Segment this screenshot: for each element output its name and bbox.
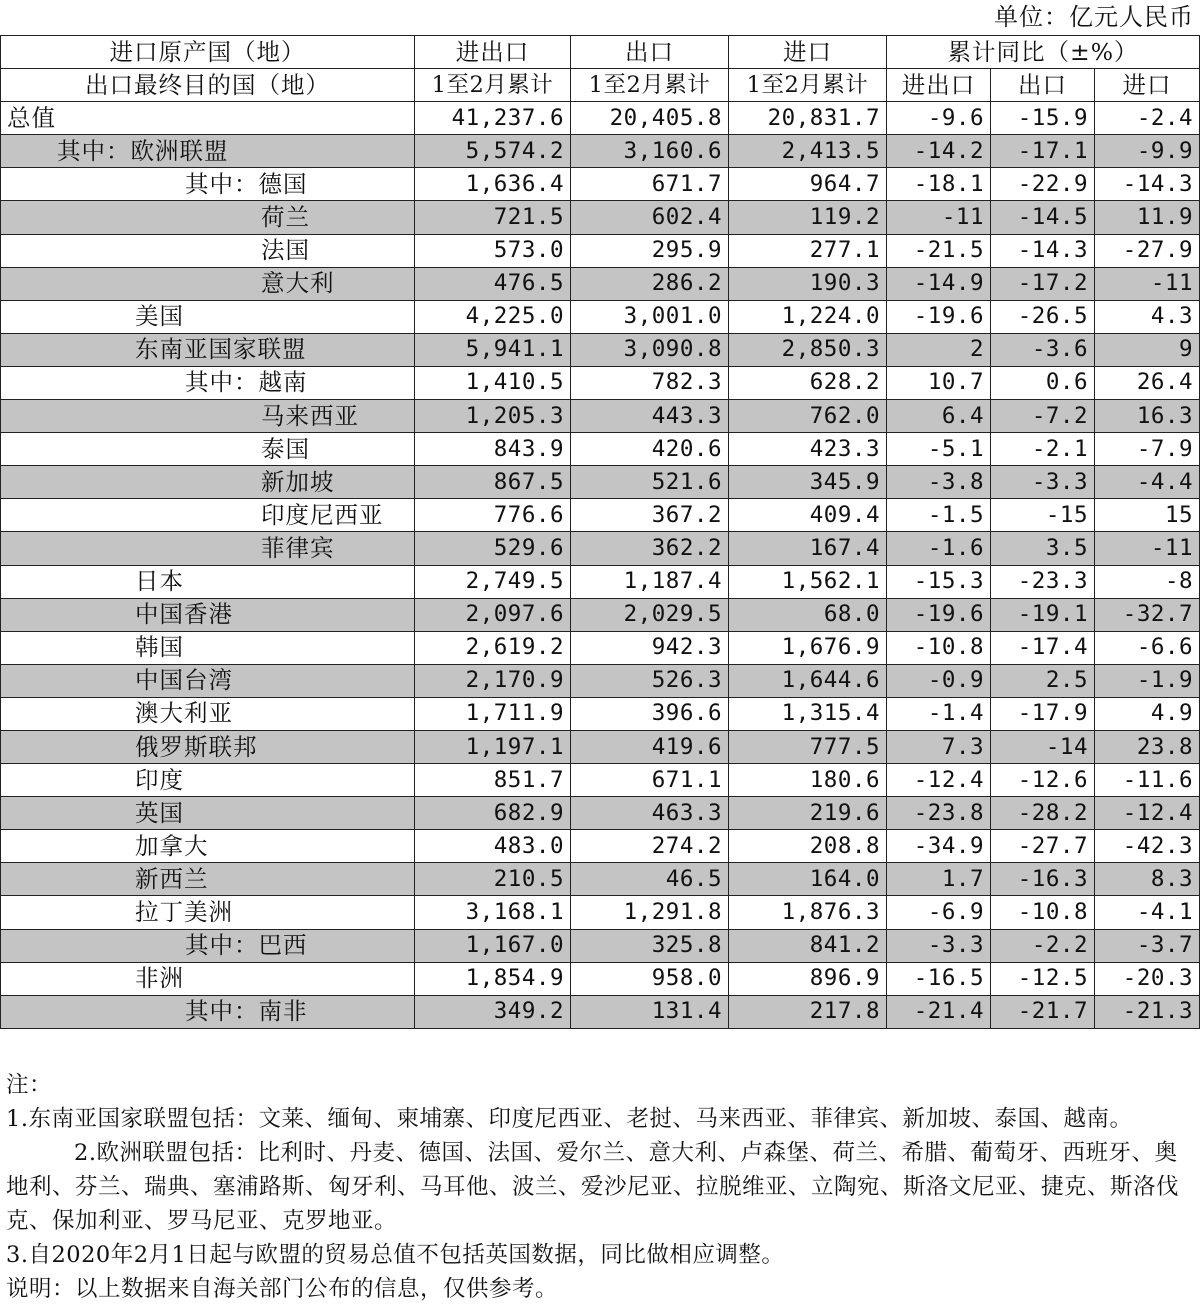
exports-cell: 396.6 — [571, 697, 729, 730]
table-row — [1, 631, 1200, 664]
exports-column-header: 出口 — [571, 36, 729, 69]
region-name-cell: 荷兰 — [1, 201, 415, 234]
exports-cell: 420.6 — [571, 433, 729, 466]
yoy-trade-total-cell: -1.5 — [887, 499, 991, 532]
yoy-exports-cell: -22.9 — [991, 168, 1095, 201]
yoy-imports-cell: 11.9 — [1095, 201, 1200, 234]
imports-cell: 217.8 — [729, 995, 887, 1028]
notes-section — [6, 1068, 1192, 1306]
yoy-imports-cell: 15 — [1095, 499, 1200, 532]
yoy-trade-total-cell: -21.4 — [887, 995, 991, 1028]
trade-total-cell: 1,711.9 — [415, 697, 571, 730]
table-row — [1, 366, 1200, 399]
trade-total-column-header: 进出口 — [415, 36, 571, 69]
imports-cell: 409.4 — [729, 499, 887, 532]
imports-cell: 1,562.1 — [729, 565, 887, 598]
exports-cell: 1,291.8 — [571, 896, 729, 929]
yoy-imports-cell: -11 — [1095, 532, 1200, 565]
yoy-exports-cell: -3.6 — [991, 333, 1095, 366]
trade-total-cell: 1,167.0 — [415, 929, 571, 962]
region-name-cell: 新加坡 — [1, 466, 415, 499]
imports-cell: 1,676.9 — [729, 631, 887, 664]
exports-cell: 3,001.0 — [571, 300, 729, 333]
yoy-trade-total-cell: -19.6 — [887, 300, 991, 333]
header-row-1 — [1, 36, 1200, 69]
table-row — [1, 300, 1200, 333]
yoy-trade-total-cell: -11 — [887, 201, 991, 234]
exports-cell: 782.3 — [571, 366, 729, 399]
yoy-imports-cell: -1.9 — [1095, 664, 1200, 697]
imports-cell: 628.2 — [729, 366, 887, 399]
yoy-exports-cell: -17.2 — [991, 267, 1095, 300]
trade-total-cell: 843.9 — [415, 433, 571, 466]
yoy-imports-cell: -12.4 — [1095, 797, 1200, 830]
yoy-imports-cell: -4.4 — [1095, 466, 1200, 499]
region-name-cell: 法国 — [1, 234, 415, 267]
yoy-imports-cell: -2.4 — [1095, 102, 1200, 135]
trade-total-cell: 5,941.1 — [415, 333, 571, 366]
exports-cell: 463.3 — [571, 797, 729, 830]
trade-total-cell: 851.7 — [415, 764, 571, 797]
yoy-imports-cell: 23.8 — [1095, 730, 1200, 763]
region-name-cell: 日本 — [1, 565, 415, 598]
yoy-trade-total-cell: -1.6 — [887, 532, 991, 565]
yoy-exports-cell: -7.2 — [991, 400, 1095, 433]
region-name-cell: 东南亚国家联盟 — [1, 333, 415, 366]
yoy-exports-cell: -23.3 — [991, 565, 1095, 598]
exports-cell: 46.5 — [571, 863, 729, 896]
imports-column-header: 进口 — [729, 36, 887, 69]
table-row — [1, 532, 1200, 565]
yoy-exports-cell: -3.3 — [991, 466, 1095, 499]
imports-cell: 841.2 — [729, 929, 887, 962]
region-name-cell: 其中：越南 — [1, 366, 415, 399]
yoy-trade-total-cell: 6.4 — [887, 400, 991, 433]
note-1: 1.东南亚国家联盟包括：文莱、缅甸、柬埔寨、印度尼西亚、老挝、马来西亚、菲律宾、新加坡、泰国、越南。 — [6, 1106, 1133, 1132]
yoy-trade-total-cell: -16.5 — [887, 962, 991, 995]
trade-total-cell: 41,237.6 — [415, 102, 571, 135]
region-name-cell: 印度尼西亚 — [1, 499, 415, 532]
trade-total-cell: 4,225.0 — [415, 300, 571, 333]
imports-cell: 20,831.7 — [729, 102, 887, 135]
trade-total-cell: 867.5 — [415, 466, 571, 499]
table-row — [1, 433, 1200, 466]
trade-total-cell: 2,619.2 — [415, 631, 571, 664]
imports-cell: 2,413.5 — [729, 135, 887, 168]
yoy-exports-cell: -17.1 — [991, 135, 1095, 168]
trade-total-cell: 2,097.6 — [415, 598, 571, 631]
table-row — [1, 863, 1200, 896]
region-name-cell: 马来西亚 — [1, 400, 415, 433]
yoy-trade-total-cell: -10.8 — [887, 631, 991, 664]
yoy-trade-total-cell: -34.9 — [887, 830, 991, 863]
yoy-imports-cell: -11 — [1095, 267, 1200, 300]
note-3: 3.自2020年2月1日起与欧盟的贸易总值不包括英国数据，同比做相应调整。 — [6, 1242, 785, 1268]
yoy-trade-total-cell: -5.1 — [887, 433, 991, 466]
trade-total-cell: 682.9 — [415, 797, 571, 830]
trade-total-cell: 1,205.3 — [415, 400, 571, 433]
yoy-imports-cell: -3.7 — [1095, 929, 1200, 962]
exports-cell: 367.2 — [571, 499, 729, 532]
table-row — [1, 830, 1200, 863]
trade-total-cell: 476.5 — [415, 267, 571, 300]
region-name-cell: 美国 — [1, 300, 415, 333]
yoy-trade-total-header: 进出口 — [887, 69, 991, 102]
header-row-2 — [1, 69, 1200, 102]
exports-cell: 958.0 — [571, 962, 729, 995]
table-row — [1, 797, 1200, 830]
region-name-cell: 泰国 — [1, 433, 415, 466]
imports-cell: 777.5 — [729, 730, 887, 763]
yoy-trade-total-cell: -6.9 — [887, 896, 991, 929]
imports-cell: 180.6 — [729, 764, 887, 797]
notes-title: 注： — [6, 1072, 53, 1098]
region-name-cell: 总值 — [1, 102, 415, 135]
exports-cell: 3,090.8 — [571, 333, 729, 366]
trade-total-cumulative-header: 1至2月累计 — [415, 69, 571, 102]
yoy-trade-total-cell: -21.5 — [887, 234, 991, 267]
yoy-imports-cell: 4.3 — [1095, 300, 1200, 333]
yoy-exports-cell: -2.2 — [991, 929, 1095, 962]
region-name-cell: 加拿大 — [1, 830, 415, 863]
trade-total-cell: 776.6 — [415, 499, 571, 532]
notes-block — [6, 1102, 1192, 1238]
imports-cell: 896.9 — [729, 962, 887, 995]
table-row — [1, 135, 1200, 168]
yoy-trade-total-cell: -9.6 — [887, 102, 991, 135]
yoy-imports-header: 进口 — [1095, 69, 1200, 102]
imports-cell: 219.6 — [729, 797, 887, 830]
exports-cell: 1,187.4 — [571, 565, 729, 598]
yoy-imports-cell: -7.9 — [1095, 433, 1200, 466]
imports-cumulative-header: 1至2月累计 — [729, 69, 887, 102]
yoy-exports-cell: 0.6 — [991, 366, 1095, 399]
region-name-cell: 其中：欧洲联盟 — [1, 135, 415, 168]
yoy-trade-total-cell: -3.3 — [887, 929, 991, 962]
imports-cell: 167.4 — [729, 532, 887, 565]
yoy-group-header: 累计同比（±%） — [887, 36, 1200, 69]
yoy-trade-total-cell: -0.9 — [887, 664, 991, 697]
exports-cell: 295.9 — [571, 234, 729, 267]
region-name-cell: 其中：德国 — [1, 168, 415, 201]
table-row — [1, 466, 1200, 499]
yoy-imports-cell: -6.6 — [1095, 631, 1200, 664]
yoy-imports-cell: 9 — [1095, 333, 1200, 366]
trade-total-cell: 5,574.2 — [415, 135, 571, 168]
exports-cell: 602.4 — [571, 201, 729, 234]
trade-total-cell: 1,410.5 — [415, 366, 571, 399]
table-row — [1, 201, 1200, 234]
imports-cell: 1,315.4 — [729, 697, 887, 730]
origin-column-header: 进口原产国（地） — [1, 36, 415, 69]
imports-cell: 1,224.0 — [729, 300, 887, 333]
table-row — [1, 168, 1200, 201]
yoy-trade-total-cell: -19.6 — [887, 598, 991, 631]
yoy-imports-cell: -11.6 — [1095, 764, 1200, 797]
trade-total-cell: 1,197.1 — [415, 730, 571, 763]
imports-cell: 119.2 — [729, 201, 887, 234]
exports-cell: 521.6 — [571, 466, 729, 499]
yoy-trade-total-cell: 2 — [887, 333, 991, 366]
table-row — [1, 234, 1200, 267]
yoy-exports-cell: -2.1 — [991, 433, 1095, 466]
imports-cell: 345.9 — [729, 466, 887, 499]
yoy-trade-total-cell: -23.8 — [887, 797, 991, 830]
trade-total-cell: 529.6 — [415, 532, 571, 565]
yoy-imports-cell: -21.3 — [1095, 995, 1200, 1028]
exports-cell: 3,160.6 — [571, 135, 729, 168]
region-name-cell: 印度 — [1, 764, 415, 797]
exports-cell: 325.8 — [571, 929, 729, 962]
exports-cell: 419.6 — [571, 730, 729, 763]
exports-cell: 20,405.8 — [571, 102, 729, 135]
yoy-trade-total-cell: -1.4 — [887, 697, 991, 730]
region-name-cell: 新西兰 — [1, 863, 415, 896]
region-name-cell: 俄罗斯联邦 — [1, 730, 415, 763]
exports-cell: 526.3 — [571, 664, 729, 697]
yoy-exports-header: 出口 — [991, 69, 1095, 102]
trade-table — [0, 35, 1200, 1029]
trade-total-cell: 349.2 — [415, 995, 571, 1028]
region-name-cell: 菲律宾 — [1, 532, 415, 565]
yoy-trade-total-cell: -12.4 — [887, 764, 991, 797]
yoy-imports-cell: -9.9 — [1095, 135, 1200, 168]
note-2: 2.欧洲联盟包括：比利时、丹麦、德国、法国、爱尔兰、意大利、卢森堡、荷兰、希腊、葡萄牙、西班牙、奥地利、芬兰、瑞典、塞浦路斯、匈牙利、马耳他、波兰、爱沙尼亚、拉脱维亚、立陶宛、斯洛文尼亚、捷克、斯洛伐克、保加利亚、罗马尼亚、克罗地亚。 — [6, 1140, 1180, 1234]
yoy-trade-total-cell: -18.1 — [887, 168, 991, 201]
exports-cell: 671.7 — [571, 168, 729, 201]
yoy-trade-total-cell: -15.3 — [887, 565, 991, 598]
yoy-exports-cell: -14.5 — [991, 201, 1095, 234]
imports-cell: 208.8 — [729, 830, 887, 863]
trade-total-cell: 1,636.4 — [415, 168, 571, 201]
trade-total-cell: 721.5 — [415, 201, 571, 234]
imports-cell: 1,876.3 — [729, 896, 887, 929]
yoy-exports-cell: 3.5 — [991, 532, 1095, 565]
trade-total-cell: 573.0 — [415, 234, 571, 267]
yoy-exports-cell: 2.5 — [991, 664, 1095, 697]
exports-cell: 286.2 — [571, 267, 729, 300]
table-row — [1, 400, 1200, 433]
imports-cell: 1,644.6 — [729, 664, 887, 697]
table-row — [1, 664, 1200, 697]
exports-cell: 671.1 — [571, 764, 729, 797]
exports-cell: 942.3 — [571, 631, 729, 664]
trade-total-cell: 3,168.1 — [415, 896, 571, 929]
imports-cell: 277.1 — [729, 234, 887, 267]
table-row — [1, 764, 1200, 797]
yoy-exports-cell: -17.4 — [991, 631, 1095, 664]
yoy-exports-cell: -17.9 — [991, 697, 1095, 730]
table-row — [1, 267, 1200, 300]
yoy-exports-cell: -14.3 — [991, 234, 1095, 267]
trade-total-cell: 2,170.9 — [415, 664, 571, 697]
table-row — [1, 929, 1200, 962]
table-row — [1, 730, 1200, 763]
table-row — [1, 995, 1200, 1028]
exports-cell: 131.4 — [571, 995, 729, 1028]
destination-column-header: 出口最终目的国（地） — [1, 69, 415, 102]
table-row — [1, 697, 1200, 730]
table-row — [1, 499, 1200, 532]
yoy-exports-cell: -14 — [991, 730, 1095, 763]
yoy-imports-cell: 4.9 — [1095, 697, 1200, 730]
table-row — [1, 962, 1200, 995]
yoy-trade-total-cell: -3.8 — [887, 466, 991, 499]
exports-cumulative-header: 1至2月累计 — [571, 69, 729, 102]
region-name-cell: 其中：南非 — [1, 995, 415, 1028]
yoy-imports-cell: -20.3 — [1095, 962, 1200, 995]
yoy-exports-cell: -15 — [991, 499, 1095, 532]
region-name-cell: 中国香港 — [1, 598, 415, 631]
yoy-trade-total-cell: -14.2 — [887, 135, 991, 168]
yoy-exports-cell: -12.5 — [991, 962, 1095, 995]
yoy-exports-cell: -12.6 — [991, 764, 1095, 797]
imports-cell: 964.7 — [729, 168, 887, 201]
yoy-imports-cell: -14.3 — [1095, 168, 1200, 201]
region-name-cell: 韩国 — [1, 631, 415, 664]
yoy-exports-cell: -27.7 — [991, 830, 1095, 863]
yoy-exports-cell: -28.2 — [991, 797, 1095, 830]
trade-total-cell: 2,749.5 — [415, 565, 571, 598]
imports-cell: 190.3 — [729, 267, 887, 300]
imports-cell: 2,850.3 — [729, 333, 887, 366]
yoy-imports-cell: -8 — [1095, 565, 1200, 598]
yoy-trade-total-cell: 10.7 — [887, 366, 991, 399]
table-row — [1, 598, 1200, 631]
region-name-cell: 中国台湾 — [1, 664, 415, 697]
region-name-cell: 澳大利亚 — [1, 697, 415, 730]
yoy-trade-total-cell: -14.9 — [887, 267, 991, 300]
yoy-exports-cell: -10.8 — [991, 896, 1095, 929]
yoy-imports-cell: 16.3 — [1095, 400, 1200, 433]
region-name-cell: 拉丁美洲 — [1, 896, 415, 929]
yoy-exports-cell: -15.9 — [991, 102, 1095, 135]
region-name-cell: 英国 — [1, 797, 415, 830]
imports-cell: 423.3 — [729, 433, 887, 466]
yoy-imports-cell: -42.3 — [1095, 830, 1200, 863]
yoy-imports-cell: -27.9 — [1095, 234, 1200, 267]
yoy-imports-cell: -4.1 — [1095, 896, 1200, 929]
yoy-imports-cell: -32.7 — [1095, 598, 1200, 631]
unit-label: 单位：亿元人民币 — [994, 3, 1194, 31]
imports-cell: 762.0 — [729, 400, 887, 433]
remark: 说明：以上数据来自海关部门公布的信息，仅供参考。 — [6, 1276, 559, 1302]
exports-cell: 2,029.5 — [571, 598, 729, 631]
trade-total-cell: 210.5 — [415, 863, 571, 896]
trade-total-cell: 1,854.9 — [415, 962, 571, 995]
region-name-cell: 其中：巴西 — [1, 929, 415, 962]
yoy-imports-cell: 8.3 — [1095, 863, 1200, 896]
table-row — [1, 333, 1200, 366]
exports-cell: 443.3 — [571, 400, 729, 433]
exports-cell: 274.2 — [571, 830, 729, 863]
table-row — [1, 896, 1200, 929]
yoy-trade-total-cell: 7.3 — [887, 730, 991, 763]
table-row — [1, 102, 1200, 135]
trade-total-cell: 483.0 — [415, 830, 571, 863]
exports-cell: 362.2 — [571, 532, 729, 565]
yoy-exports-cell: -21.7 — [991, 995, 1095, 1028]
imports-cell: 164.0 — [729, 863, 887, 896]
table-body — [1, 102, 1200, 1029]
yoy-imports-cell: 26.4 — [1095, 366, 1200, 399]
yoy-exports-cell: -16.3 — [991, 863, 1095, 896]
yoy-exports-cell: -19.1 — [991, 598, 1095, 631]
region-name-cell: 意大利 — [1, 267, 415, 300]
yoy-exports-cell: -26.5 — [991, 300, 1095, 333]
imports-cell: 68.0 — [729, 598, 887, 631]
table-row — [1, 565, 1200, 598]
yoy-trade-total-cell: 1.7 — [887, 863, 991, 896]
region-name-cell: 非洲 — [1, 962, 415, 995]
